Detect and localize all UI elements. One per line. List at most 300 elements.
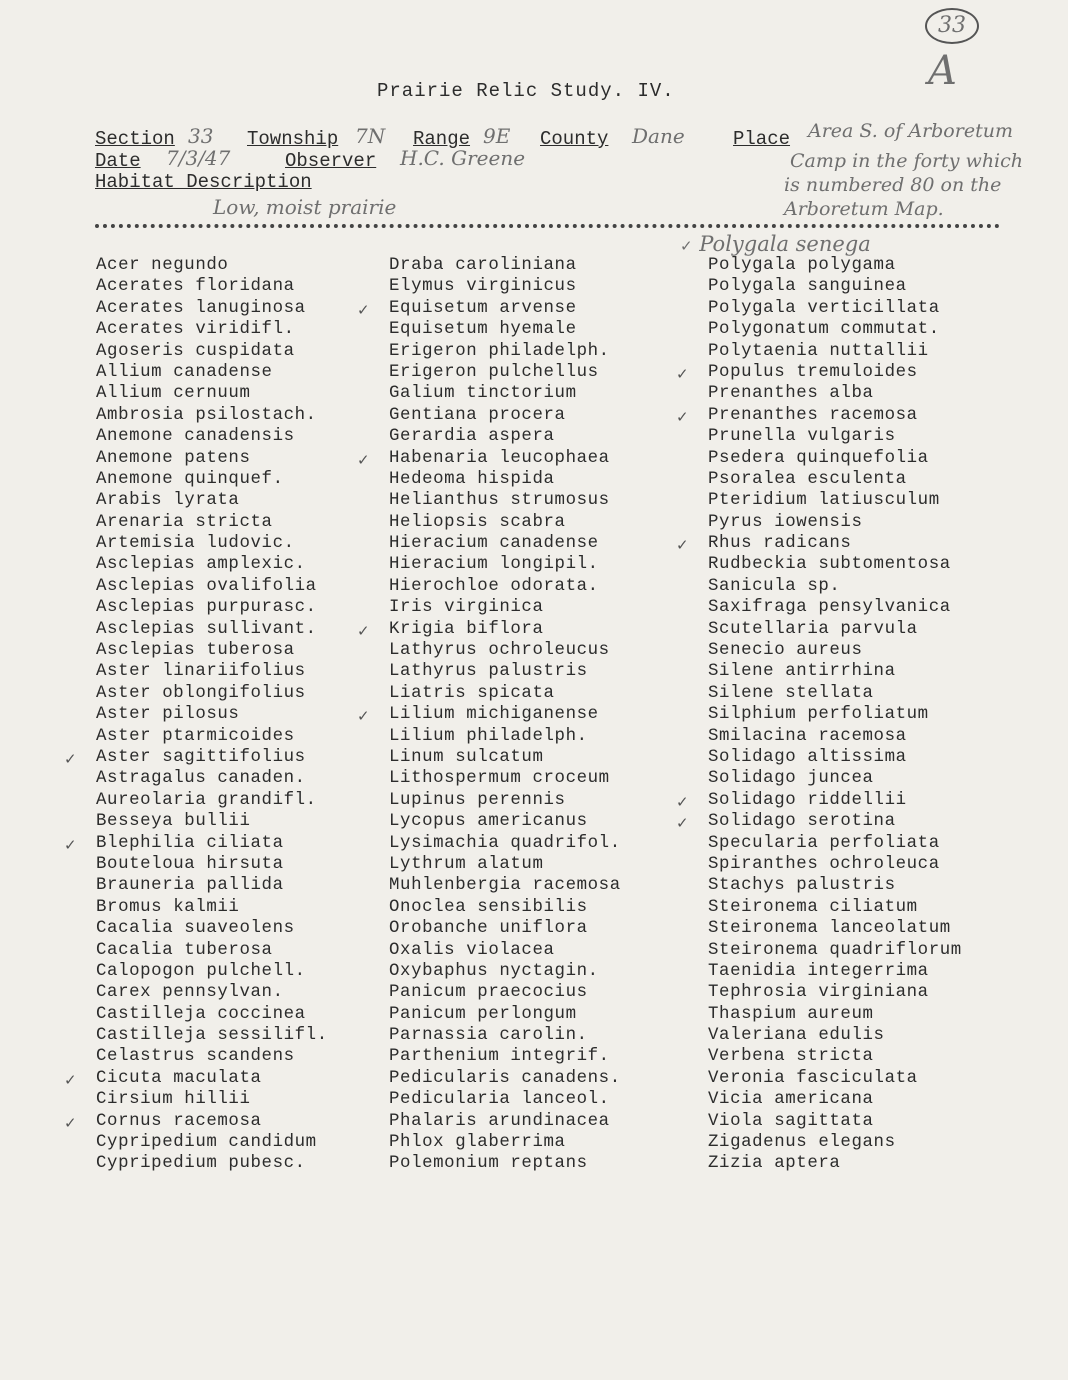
species-row <box>96 512 328 533</box>
section-value: 33 <box>188 124 214 148</box>
species-name: Pedicularia lanceol. <box>389 1090 610 1110</box>
species-name: Aster sagittifolius <box>96 747 306 767</box>
species-name: Panicum perlongum <box>389 1004 577 1024</box>
species-row <box>389 1068 621 1089</box>
species-name: Hieracium canadense <box>389 534 599 554</box>
species-name: Aureolaria grandifl. <box>96 790 317 810</box>
species-name: Lysimachia quadrifol. <box>389 833 621 853</box>
species-name: Allium cernuum <box>96 384 251 404</box>
species-row <box>708 747 962 768</box>
dotted-rule <box>95 224 1000 228</box>
species-name: Cacalia tuberosa <box>96 940 273 960</box>
species-name: Lithospermum croceum <box>389 769 610 789</box>
check-mark-icon: ✓ <box>357 621 371 640</box>
species-row <box>708 512 962 533</box>
species-name: Prenanthes racemosa <box>708 405 918 425</box>
species-name: Polygala verticillata <box>708 298 940 318</box>
species-row <box>708 1068 962 1089</box>
species-row <box>96 982 328 1003</box>
species-name: Bouteloua hirsuta <box>96 854 284 874</box>
species-name: Gerardia aspera <box>389 427 555 447</box>
species-name: Senecio aureus <box>708 641 863 661</box>
species-row <box>708 554 962 575</box>
species-row <box>64 747 328 768</box>
species-row <box>708 576 962 597</box>
species-name: Tephrosia virginiana <box>708 983 929 1003</box>
species-name: Phalaris arundinacea <box>389 1111 610 1131</box>
species-row <box>389 1089 621 1110</box>
page-letter: A <box>928 48 957 94</box>
species-name: Onoclea sensibilis <box>389 897 588 917</box>
place-label: Place <box>733 128 791 150</box>
species-name: Galium tinctorium <box>389 384 577 404</box>
species-name: Aster oblongifolius <box>96 683 306 703</box>
species-row <box>389 469 621 490</box>
species-row <box>708 1111 962 1132</box>
species-row <box>96 1089 328 1110</box>
species-name: Lycopus americanus <box>389 812 588 832</box>
species-name: Thaspium aureum <box>708 1004 874 1024</box>
species-row <box>708 897 962 918</box>
species-name: Asclepias purpurasc. <box>96 598 317 618</box>
species-name: Stachys palustris <box>708 876 896 896</box>
species-name: Besseya bullii <box>96 812 251 832</box>
species-row <box>389 490 621 511</box>
species-row <box>708 982 962 1003</box>
species-name: Acerates floridana <box>96 277 295 297</box>
species-row <box>96 811 328 832</box>
species-name: Smilacina racemosa <box>708 726 907 746</box>
place-line: Area S. of Arboretum <box>808 120 1013 142</box>
species-row <box>389 405 621 426</box>
species-row <box>389 940 621 961</box>
species-name: Cicuta maculata <box>96 1068 262 1088</box>
species-name: Scutellaria parvula <box>708 619 918 639</box>
species-row <box>389 576 621 597</box>
species-name: Cypripedium pubesc. <box>96 1154 306 1174</box>
species-row <box>64 1111 328 1132</box>
species-row <box>708 255 962 276</box>
species-row <box>96 533 328 554</box>
species-row <box>708 1153 962 1174</box>
species-name: Polytaenia nuttallii <box>708 341 929 361</box>
species-name: Castilleja coccinea <box>96 1004 306 1024</box>
species-row <box>389 1111 621 1132</box>
species-name: Cypripedium candidum <box>96 1133 317 1153</box>
species-name: Silene stellata <box>708 683 874 703</box>
species-name: Asclepias sullivant. <box>96 619 317 639</box>
species-row <box>389 683 621 704</box>
species-name: Equisetum hyemale <box>389 320 577 340</box>
species-name: Hierochloe odorata. <box>389 576 599 596</box>
species-row <box>96 683 328 704</box>
species-row <box>389 854 621 875</box>
species-row <box>96 1132 328 1153</box>
species-row <box>708 490 962 511</box>
species-row <box>708 383 962 404</box>
species-row <box>708 1004 962 1025</box>
species-name: Aster ptarmicoides <box>96 726 295 746</box>
species-name: Equisetum arvense <box>389 298 577 318</box>
species-row <box>708 683 962 704</box>
species-row <box>708 918 962 939</box>
species-name: Rhus radicans <box>708 534 852 554</box>
species-row <box>389 319 621 340</box>
handwritten-species: Polygala senega <box>699 232 871 256</box>
check-mark-icon: ✓ <box>676 792 690 811</box>
species-name: Artemisia ludovic. <box>96 534 295 554</box>
species-name: Calopogon pulchell. <box>96 961 306 981</box>
species-name: Parnassia carolin. <box>389 1026 588 1046</box>
species-name: Anemone quinquef. <box>96 469 284 489</box>
species-name: Lythrum alatum <box>389 854 544 874</box>
species-row <box>96 405 328 426</box>
species-row <box>96 918 328 939</box>
species-name: Linum sulcatum <box>389 747 544 767</box>
township-value: 7N <box>355 124 386 148</box>
species-name: Psoralea esculenta <box>708 469 907 489</box>
species-row <box>96 383 328 404</box>
species-row <box>389 661 621 682</box>
species-name: Anemone patens <box>96 448 251 468</box>
species-row <box>389 897 621 918</box>
species-row <box>708 1132 962 1153</box>
species-name: Oxalis violacea <box>389 940 555 960</box>
species-name: Spiranthes ochroleuca <box>708 854 940 874</box>
species-name: Populus tremuloides <box>708 362 918 382</box>
species-row <box>708 1046 962 1067</box>
species-name: Arenaria stricta <box>96 512 273 532</box>
species-row <box>96 490 328 511</box>
species-name: Pteridium latiusculum <box>708 491 940 511</box>
species-row <box>357 619 621 640</box>
species-name: Sanicula sp. <box>708 576 841 596</box>
species-name: Parthenium integrif. <box>389 1047 610 1067</box>
species-row <box>389 1153 621 1174</box>
species-row <box>96 704 328 725</box>
check-mark-icon: ✓ <box>676 814 690 833</box>
species-name: Lilium philadelph. <box>389 726 588 746</box>
species-name: Polygonatum commutat. <box>708 320 940 340</box>
species-name: Veronia fasciculata <box>708 1068 918 1088</box>
species-name: Elymus virginicus <box>389 277 577 297</box>
species-row <box>708 768 962 789</box>
species-row <box>708 1089 962 1110</box>
place-line: Camp in the forty which <box>790 150 1024 172</box>
check-mark-icon: ✓ <box>676 536 690 555</box>
range-value: 9E <box>483 124 511 148</box>
township-label: Township <box>247 128 339 150</box>
species-name: Specularia perfoliata <box>708 833 940 853</box>
species-name: Steironema lanceolatum <box>708 919 951 939</box>
observer-value: H.C. Greene <box>400 146 526 170</box>
species-name: Rudbeckia subtomentosa <box>708 555 951 575</box>
species-row <box>96 362 328 383</box>
species-name: Cirsium hillii <box>96 1090 251 1110</box>
species-name: Solidago riddellii <box>708 790 907 810</box>
species-name: Erigeron philadelph. <box>389 341 610 361</box>
species-name: Panicum praecocius <box>389 983 588 1003</box>
species-row <box>389 875 621 896</box>
species-row <box>708 298 962 319</box>
species-name: Anemone canadensis <box>96 427 295 447</box>
county-value: Dane <box>632 124 685 148</box>
species-name: Lathyrus palustris <box>389 662 588 682</box>
species-row <box>96 726 328 747</box>
species-name: Lilium michiganense <box>389 705 599 725</box>
page-number: 33 <box>925 8 979 44</box>
species-name: Ambrosia psilostach. <box>96 405 317 425</box>
species-row <box>708 854 962 875</box>
species-row <box>96 1025 328 1046</box>
species-row <box>389 533 621 554</box>
species-row <box>389 768 621 789</box>
species-row <box>389 961 621 982</box>
species-row <box>96 1004 328 1025</box>
species-name: Psedera quinquefolia <box>708 448 929 468</box>
species-name: Liatris spicata <box>389 683 555 703</box>
species-column-2 <box>357 255 621 1175</box>
observer-label: Observer <box>285 150 377 172</box>
check-mark-icon: ✓ <box>357 450 371 469</box>
species-row <box>389 255 621 276</box>
species-row <box>64 833 328 854</box>
species-name: Agoseris cuspidata <box>96 341 295 361</box>
species-name: Steironema quadriflorum <box>708 940 962 960</box>
county-label: County <box>540 128 609 150</box>
species-row <box>708 341 962 362</box>
species-row <box>389 918 621 939</box>
species-name: Helianthus strumosus <box>389 491 610 511</box>
species-row <box>96 961 328 982</box>
date-value: 7/3/47 <box>166 146 231 170</box>
species-row <box>676 362 962 383</box>
species-name: Heliopsis scabra <box>389 512 566 532</box>
species-row <box>96 276 328 297</box>
species-name: Saxifraga pensylvanica <box>708 598 951 618</box>
species-row <box>96 448 328 469</box>
species-row <box>389 833 621 854</box>
handwritten-addition <box>680 232 871 256</box>
species-name: Polemonium reptans <box>389 1154 588 1174</box>
species-row <box>389 597 621 618</box>
species-row <box>96 426 328 447</box>
species-name: Asclepias tuberosa <box>96 641 295 661</box>
species-name: Lupinus perennis <box>389 790 566 810</box>
species-row <box>389 982 621 1003</box>
species-row <box>389 276 621 297</box>
species-row <box>96 875 328 896</box>
species-name: Pedicularis canadens. <box>389 1068 621 1088</box>
species-name: Taenidia integerrima <box>708 961 929 981</box>
species-row <box>96 940 328 961</box>
species-row <box>708 704 962 725</box>
species-name: Iris virginica <box>389 598 544 618</box>
species-row <box>676 790 962 811</box>
species-row <box>389 512 621 533</box>
species-name: Allium canadense <box>96 362 273 382</box>
species-row <box>708 1025 962 1046</box>
species-name: Viola sagittata <box>708 1111 874 1131</box>
species-name: Vicia americana <box>708 1090 874 1110</box>
species-name: Bromus kalmii <box>96 897 240 917</box>
species-name: Acerates viridifl. <box>96 320 295 340</box>
species-name: Arabis lyrata <box>96 491 240 511</box>
species-name: Aster pilosus <box>96 705 240 725</box>
habitat-value: Low, moist prairie <box>213 195 397 219</box>
species-name: Carex pennsylvan. <box>96 983 284 1003</box>
species-row <box>96 298 328 319</box>
species-row <box>676 811 962 833</box>
species-name: Gentiana procera <box>389 405 566 425</box>
species-row <box>708 961 962 982</box>
species-row <box>708 426 962 447</box>
species-name: Celastrus scandens <box>96 1047 295 1067</box>
check-mark-icon: ✓ <box>64 1113 78 1132</box>
species-row <box>389 790 621 811</box>
species-row <box>96 554 328 575</box>
species-name: Prunella vulgaris <box>708 427 896 447</box>
species-row <box>708 661 962 682</box>
species-row <box>708 640 962 661</box>
species-name: Hieracium longipil. <box>389 555 599 575</box>
species-name: Aster linariifolius <box>96 662 306 682</box>
species-row <box>708 448 962 469</box>
species-row <box>708 875 962 896</box>
species-name: Lathyrus ochroleucus <box>389 641 610 661</box>
species-name: Zigadenus elegans <box>708 1133 896 1153</box>
species-row <box>389 640 621 661</box>
check-mark-icon: ✓ <box>676 407 690 426</box>
species-row <box>708 276 962 297</box>
species-name: Solidago juncea <box>708 769 874 789</box>
species-row <box>96 790 328 811</box>
species-row <box>389 811 621 832</box>
species-name: Erigeron pulchellus <box>389 362 599 382</box>
species-row <box>96 597 328 618</box>
check-mark-icon: ✓ <box>676 364 690 383</box>
species-row <box>96 619 328 640</box>
species-name: Steironema ciliatum <box>708 897 918 917</box>
check-mark-icon: ✓ <box>357 300 371 319</box>
species-row <box>389 554 621 575</box>
species-row <box>389 383 621 404</box>
species-row <box>96 661 328 682</box>
check-mark-icon: ✓ <box>64 835 78 854</box>
species-name: Acer negundo <box>96 256 229 275</box>
species-name: Pyrus iowensis <box>708 512 863 532</box>
check-mark-icon: ✓ <box>357 707 371 726</box>
species-name: Blephilia ciliata <box>96 833 284 853</box>
species-row <box>96 341 328 362</box>
species-row <box>96 1046 328 1067</box>
species-name: Muhlenbergia racemosa <box>389 876 621 896</box>
species-row <box>357 704 621 726</box>
species-name: Verbena stricta <box>708 1047 874 1067</box>
habitat-label: Habitat Description <box>95 171 312 193</box>
species-row <box>389 362 621 383</box>
species-name: Castilleja sessilifl. <box>96 1026 328 1046</box>
species-row <box>389 426 621 447</box>
species-name: Asclepias ovalifolia <box>96 576 317 596</box>
species-row <box>64 1068 328 1089</box>
species-name: Polygala polygama <box>708 256 896 275</box>
check-mark-icon: ✓ <box>64 749 78 768</box>
species-name: Prenanthes alba <box>708 384 874 404</box>
species-name: Orobanche uniflora <box>389 919 588 939</box>
species-row <box>96 854 328 875</box>
species-row <box>708 597 962 618</box>
species-name: Silene antirrhina <box>708 662 896 682</box>
species-name: Cornus racemosa <box>96 1111 262 1131</box>
species-row <box>708 319 962 340</box>
species-row <box>676 533 962 555</box>
species-name: Hedeoma hispida <box>389 469 555 489</box>
species-name: Krigia biflora <box>389 619 544 639</box>
species-name: Phlox glaberrima <box>389 1133 566 1153</box>
species-name: Solidago serotina <box>708 812 896 832</box>
species-name: Valeriana edulis <box>708 1026 885 1046</box>
species-row <box>96 319 328 340</box>
species-row <box>96 255 328 276</box>
species-row <box>357 448 621 469</box>
species-row <box>708 469 962 490</box>
species-column-1 <box>64 255 328 1175</box>
place-line: is numbered 80 on the <box>784 174 1002 196</box>
species-row <box>389 1046 621 1067</box>
document-title: Prairie Relic Study. IV. <box>377 80 675 102</box>
species-name: Brauneria pallida <box>96 876 284 896</box>
species-name: Astragalus canaden. <box>96 769 306 789</box>
range-label: Range <box>413 128 471 150</box>
species-name: Zizia aptera <box>708 1154 841 1174</box>
species-row <box>389 747 621 768</box>
check-mark-icon: ✓ <box>64 1070 78 1089</box>
species-name: Solidago altissima <box>708 747 907 767</box>
species-row <box>708 619 962 640</box>
species-column-3 <box>676 255 962 1175</box>
species-row <box>389 341 621 362</box>
species-row <box>389 1004 621 1025</box>
species-name: Habenaria leucophaea <box>389 448 610 468</box>
species-name: Polygala sanguinea <box>708 277 907 297</box>
species-row <box>708 726 962 747</box>
check-mark-icon: ✓ <box>680 237 693 255</box>
species-row <box>96 640 328 661</box>
species-row <box>389 726 621 747</box>
species-name: Oxybaphus nyctagin. <box>389 961 599 981</box>
species-name: Silphium perfoliatum <box>708 705 929 725</box>
species-row <box>389 1025 621 1046</box>
section-label: Section <box>95 128 175 150</box>
species-row <box>708 833 962 854</box>
date-label: Date <box>95 150 141 172</box>
species-row <box>96 1153 328 1174</box>
species-row <box>676 405 962 426</box>
species-name: Cacalia suaveolens <box>96 919 295 939</box>
species-name: Acerates lanuginosa <box>96 298 306 318</box>
species-row <box>357 298 621 319</box>
species-row <box>708 940 962 961</box>
species-row <box>96 897 328 918</box>
species-row <box>389 1132 621 1153</box>
place-line: Arboretum Map. <box>784 198 944 220</box>
species-row <box>96 768 328 789</box>
species-row <box>96 576 328 597</box>
species-name: Draba caroliniana <box>389 256 577 275</box>
species-row <box>96 469 328 490</box>
species-name: Asclepias amplexic. <box>96 555 306 575</box>
